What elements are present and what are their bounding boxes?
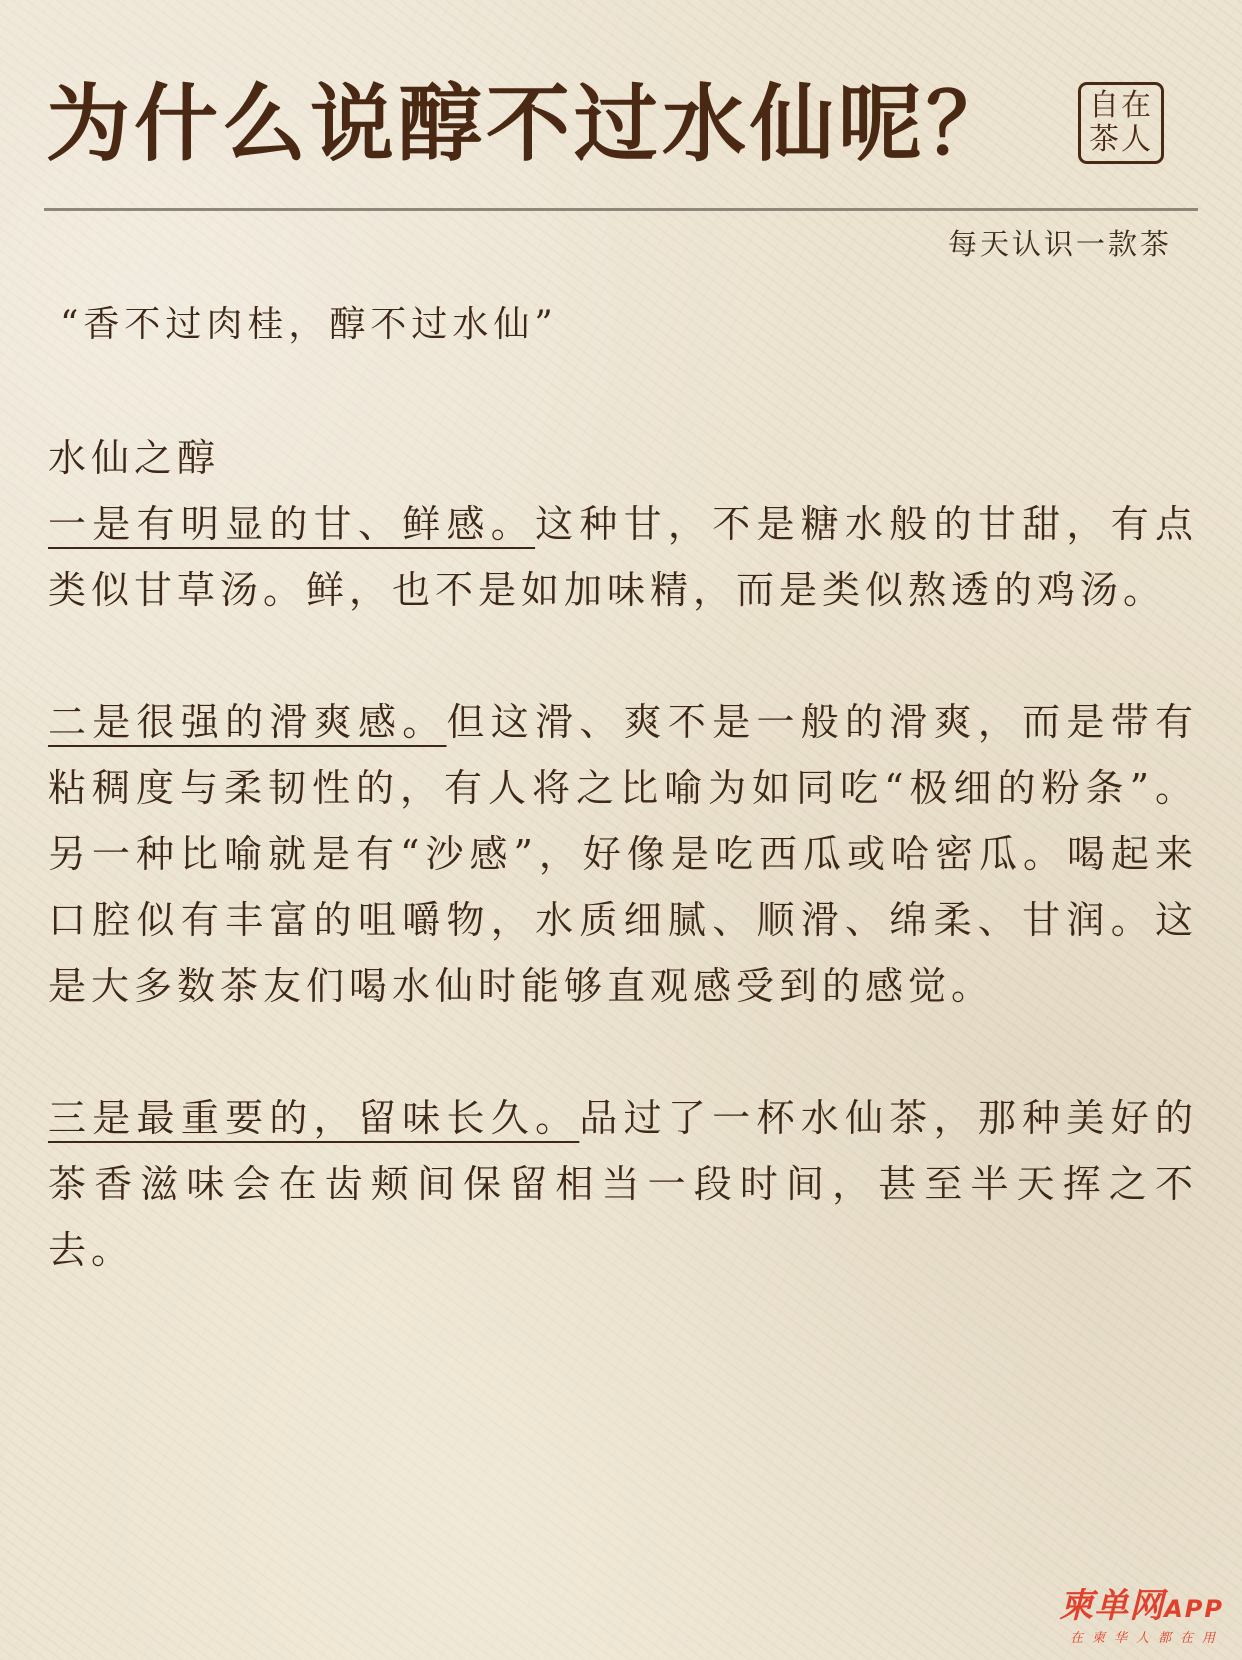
point-paragraph-1 [48,491,1198,623]
seal-line-1: 自在 [1089,88,1153,124]
point-body-1: 这种甘，不是糖水般的甘甜，有点类似甘草汤。鲜，也不是如加味精，而是类似熬透的鸡汤。 [48,502,1198,612]
brand-seal [1078,82,1164,164]
watermark-brand: 柬单网 [1059,1586,1165,1626]
watermark-app: APP [1164,1595,1224,1623]
point-body-3: 品过了一杯水仙茶，那种美好的茶香滋味会在齿颊间保留相当一段时间，甚至半天挥之不去。 [48,1096,1198,1272]
tagline: 每天认识一款茶 [947,227,1172,261]
point-key-3: 三是最重要的，留味长久。 [48,1096,580,1140]
watermark-logo [1059,1586,1224,1626]
header-divider [44,208,1198,211]
point-key-1: 一是有明显的甘、鲜感。 [48,502,536,546]
section-heading: 水仙之醇 [48,436,221,480]
article-body [48,425,1198,1283]
paragraph-gap [48,1019,1198,1085]
seal-line-2: 茶人 [1089,122,1153,157]
point-key-2: 二是很强的滑爽感。 [48,700,447,744]
point-paragraph-3 [48,1085,1198,1283]
paragraph-gap [48,623,1198,689]
point-paragraph-2 [48,689,1198,1019]
opening-quote: “香不过肉桂，醇不过水仙” [60,304,558,345]
app-watermark [1059,1586,1224,1646]
page-title: 为什么说醇不过水仙呢？ [46,74,1015,173]
point-body-2: 但这滑、爽不是一般的滑爽，而是带有粘稠度与柔韧性的，有人将之比喻为如同吃“极细的粉条”。另一种比喻就是有“沙感”，好像是吃西瓜或哈密瓜。喝起来口腔似有丰富的咀嚼物，水质细腻、顺滑、绵柔、甘润。这是大多数茶友们喝水仙时能够直观感受到的感觉。 [48,700,1198,1008]
watermark-slogan: 在柬华人都在用 [1069,1631,1224,1646]
